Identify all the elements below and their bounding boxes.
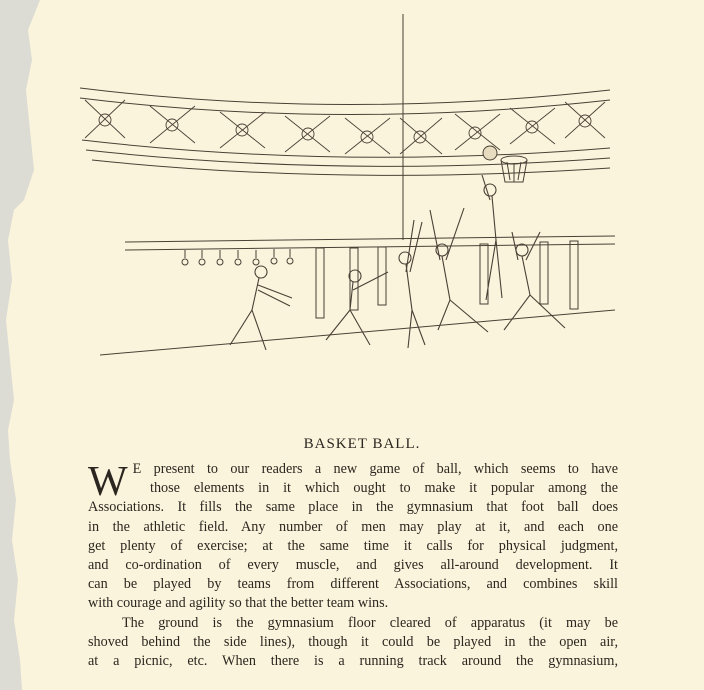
paragraph-1 <box>88 460 618 614</box>
text-line: shoved behind the side lines), though it could be played in the open air, <box>88 633 618 650</box>
text-line: at a picnic, etc. When there is a running track around the gymnasium, <box>88 653 618 670</box>
text-line: can be played by teams from different Associations, and combines skill <box>88 576 618 593</box>
drop-cap: W <box>88 459 128 505</box>
text-line: and co-ordination of every muscle, and gives all-around development. It <box>88 557 618 574</box>
text-line: E present to our readers a new game of ball, which seems to have <box>132 461 618 477</box>
basketball-gym-illustration <box>70 10 630 370</box>
text-line: get plenty of exercise; at the same time it calls for physical judgment, <box>88 537 618 554</box>
paragraph-2 <box>88 614 618 672</box>
text-line: with courage and agility so that the better team wins. <box>88 595 389 612</box>
text-line: The ground is the gymnasium floor cleared of apparatus (it may be <box>122 614 618 631</box>
text-line: Associations. It fills the same place in the gymnasium that foot ball does <box>88 499 618 516</box>
text-line: in the athletic field. Any number of men may play at it, and each one <box>88 518 618 535</box>
article-body <box>88 460 618 671</box>
article-heading: BASKET BALL. <box>303 436 421 452</box>
text-line: those elements in it which ought to make it popular among the <box>150 480 618 497</box>
